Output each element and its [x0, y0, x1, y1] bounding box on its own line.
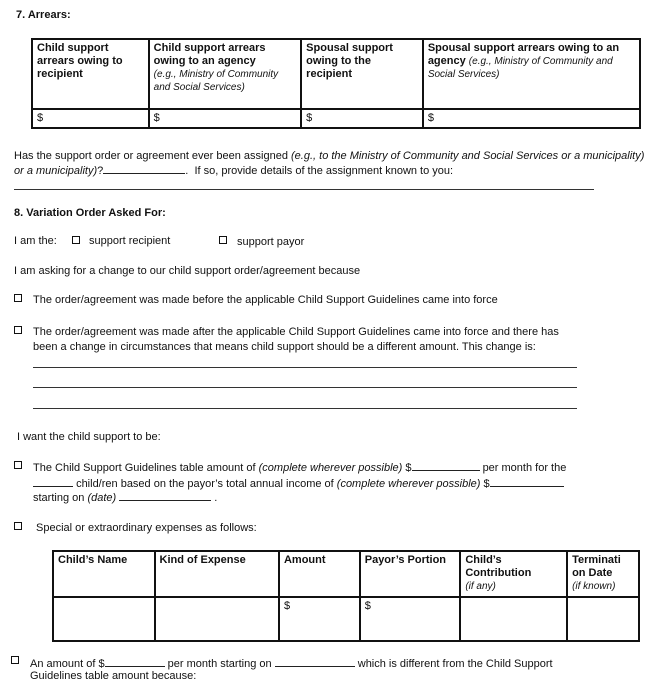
reason-after-text-1: The order/agreement was made after the applicable Child Support Guidelines came into force and there has	[33, 326, 559, 338]
table-amount-line-3: starting on (date) .	[33, 492, 218, 504]
expenses-header-kind: Kind of Expense	[155, 551, 279, 597]
table-amount-line-1: The Child Support Guidelines table amount of (complete wherever possible) $ per month for the	[33, 462, 567, 474]
assignment-question-cont: or a municipality)? . If so, provide details of the assignment known to you:	[14, 165, 454, 177]
support-payor-label: support payor	[237, 236, 305, 248]
expenses-cell-child-name[interactable]	[53, 597, 155, 641]
support-recipient-checkbox[interactable]	[72, 236, 80, 244]
special-expenses-checkbox[interactable]	[14, 522, 22, 530]
arrears-col-spousal-recipient: Spousal support owing to the recipient	[301, 39, 423, 109]
table-amount-checkbox[interactable]	[14, 461, 22, 469]
arrears-col-child-recipient: Child support arrears owing to recipient	[32, 39, 149, 109]
table-amount-line-2: child/ren based on the payor’s total annual income of (complete wherever possible) $	[33, 476, 564, 491]
arrears-col-child-agency: Child support arrears owing to an agency (e.g., Ministry of Community and Social Services)	[149, 39, 302, 109]
asking-change-text: I am asking for a change to our child support order/agreement because	[14, 265, 361, 277]
amount-different-line-2: Guidelines table amount because:	[30, 670, 197, 682]
want-support-text: I want the child support to be:	[17, 431, 161, 443]
arrears-table	[31, 38, 641, 129]
expenses-table	[52, 550, 640, 642]
support-recipient-label: support recipient	[89, 235, 171, 247]
reason-after-text-2: been a change in circumstances that means child support should be a different amount. This change is:	[33, 341, 536, 353]
change-line-1[interactable]	[33, 367, 577, 368]
expenses-header-payor-portion: Payor’s Portion	[360, 551, 461, 597]
amount-different-checkbox[interactable]	[11, 656, 19, 664]
expenses-cell-kind[interactable]	[155, 597, 279, 641]
assignment-question: Has the support order or agreement ever been assigned (e.g., to the Ministry of Community and Social Services or a municipality)	[14, 150, 645, 162]
arrears-value-spousal-recipient[interactable]: $	[301, 109, 423, 128]
arrears-value-child-recipient[interactable]: $	[32, 109, 149, 128]
expenses-cell-child-contribution[interactable]	[460, 597, 567, 641]
section-8-heading: 8. Variation Order Asked For:	[14, 207, 166, 219]
amount-different-line-1: An amount of $ per month starting on which is different from the Child Support	[30, 658, 553, 670]
change-line-2[interactable]	[33, 387, 577, 388]
number-children-blank[interactable]	[33, 476, 73, 487]
expenses-cell-payor-portion[interactable]: $	[360, 597, 461, 641]
special-expenses-text: Special or extraordinary expenses as follows:	[36, 522, 257, 534]
annual-income-blank[interactable]	[490, 476, 564, 487]
reason-before-checkbox[interactable]	[14, 294, 22, 302]
expenses-header-child-name: Child’s Name	[53, 551, 155, 597]
assignment-details-line[interactable]	[14, 189, 594, 190]
expenses-cell-amount[interactable]: $	[279, 597, 360, 641]
expenses-header-termination-date: Terminati on Date (if known)	[567, 551, 639, 597]
amount-blank[interactable]	[105, 656, 165, 667]
support-payor-checkbox[interactable]	[219, 236, 227, 244]
expenses-header-child-contribution: Child’s Contribution (if any)	[460, 551, 567, 597]
arrears-value-spousal-agency[interactable]: $	[423, 109, 640, 128]
arrears-value-child-agency[interactable]: $	[149, 109, 302, 128]
start-date-2-blank[interactable]	[275, 656, 355, 667]
section-7-heading: 7. Arrears:	[16, 9, 71, 21]
reason-after-checkbox[interactable]	[14, 326, 22, 334]
expenses-cell-termination-date[interactable]	[567, 597, 639, 641]
change-line-3[interactable]	[33, 408, 577, 409]
table-amount-blank[interactable]	[412, 460, 480, 471]
reason-before-text: The order/agreement was made before the applicable Child Support Guidelines came into force	[33, 294, 498, 306]
arrears-col-spousal-agency: Spousal support arrears owing to an agency (e.g., Ministry of Community and Social Services)	[423, 39, 640, 109]
expenses-header-amount: Amount	[279, 551, 360, 597]
i-am-label: I am the:	[14, 235, 57, 247]
start-date-blank[interactable]	[119, 490, 211, 501]
assignment-blank[interactable]	[103, 163, 185, 174]
